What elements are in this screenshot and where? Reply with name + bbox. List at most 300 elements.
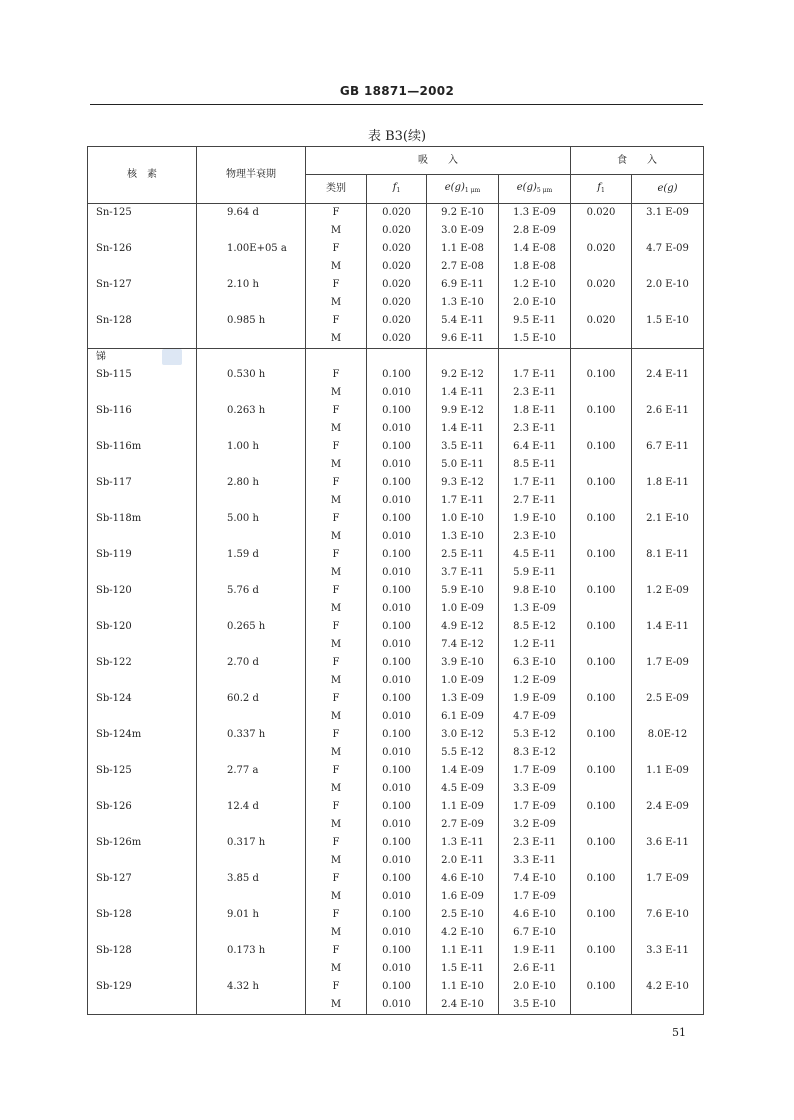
- e-1um-cell: 2.5 E-10: [427, 906, 499, 924]
- inh-f1-cell: 0.010: [367, 636, 427, 654]
- inh-f1-cell: 0.010: [367, 960, 427, 978]
- class-cell: F: [306, 942, 367, 960]
- ing-f1-cell: 0.100: [571, 654, 632, 672]
- ing-e-cell: [632, 564, 704, 582]
- class-cell: M: [306, 528, 367, 546]
- class-cell: M: [306, 924, 367, 942]
- inh-f1-cell: 0.010: [367, 564, 427, 582]
- ing-e-cell: 8.0E-12: [632, 726, 704, 744]
- ing-f1-cell: 0.100: [571, 546, 632, 564]
- header-half-life: 物理半衰期: [197, 147, 306, 204]
- ing-f1-cell: [571, 330, 632, 349]
- e-1um-cell: 2.4 E-10: [427, 996, 499, 1015]
- e-1um-cell: 5.4 E-11: [427, 312, 499, 330]
- e-5um-cell: 4.5 E-11: [499, 546, 571, 564]
- class-cell: M: [306, 780, 367, 798]
- ing-e-cell: 1.4 E-11: [632, 618, 704, 636]
- e-1um-cell: 9.9 E-12: [427, 402, 499, 420]
- ing-e-cell: [632, 960, 704, 978]
- nuclide-cell: Sb-127: [88, 870, 197, 888]
- ing-e-cell: [632, 780, 704, 798]
- inh-f1-cell: 0.100: [367, 618, 427, 636]
- nuclide-cell: [88, 294, 197, 312]
- class-cell: F: [306, 276, 367, 294]
- e-1um-cell: 3.9 E-10: [427, 654, 499, 672]
- e-5um-cell: 1.3 E-09: [499, 600, 571, 618]
- e-1um-cell: 9.6 E-11: [427, 330, 499, 349]
- e-1um-cell: 1.3 E-10: [427, 294, 499, 312]
- e-1um-cell: 9.2 E-10: [427, 204, 499, 223]
- e-5um-cell: 2.3 E-11: [499, 834, 571, 852]
- half-life-cell: [197, 996, 306, 1015]
- e-5um-cell: 8.5 E-12: [499, 618, 571, 636]
- ing-e-cell: [632, 996, 704, 1015]
- half-life-cell: 2.70 d: [197, 654, 306, 672]
- ing-e-cell: [632, 888, 704, 906]
- nuclide-cell: [88, 708, 197, 726]
- inh-f1-cell: 0.010: [367, 780, 427, 798]
- table-row: [88, 978, 704, 996]
- table-row: [88, 996, 704, 1015]
- ing-f1-cell: [571, 708, 632, 726]
- e-5um-cell: 5.9 E-11: [499, 564, 571, 582]
- table-row: [88, 204, 704, 223]
- e-1um-cell: 4.9 E-12: [427, 618, 499, 636]
- e-5um-cell: 1.2 E-09: [499, 672, 571, 690]
- inh-f1-cell: 0.010: [367, 816, 427, 834]
- e-5um-cell: 1.9 E-09: [499, 690, 571, 708]
- ing-e-cell: [632, 672, 704, 690]
- ing-e-cell: 7.6 E-10: [632, 906, 704, 924]
- e-5um-cell: 6.7 E-10: [499, 924, 571, 942]
- table-header: [88, 147, 704, 204]
- inh-f1-cell: 0.100: [367, 582, 427, 600]
- half-life-cell: 60.2 d: [197, 690, 306, 708]
- half-life-cell: 1.00 h: [197, 438, 306, 456]
- e-5um-cell: 1.9 E-11: [499, 942, 571, 960]
- nuclide-cell: [88, 420, 197, 438]
- nuclide-cell: [88, 960, 197, 978]
- half-life-cell: [197, 330, 306, 349]
- inh-f1-cell: 0.010: [367, 600, 427, 618]
- header-inh-f1: [367, 175, 427, 204]
- ing-f1-cell: 0.100: [571, 690, 632, 708]
- empty-cell: [571, 349, 632, 366]
- inh-f1-cell: 0.010: [367, 852, 427, 870]
- e-5um-cell: 9.5 E-11: [499, 312, 571, 330]
- nuclide-cell: Sn-128: [88, 312, 197, 330]
- table-row: [88, 258, 704, 276]
- e-1um-cell: 1.6 E-09: [427, 888, 499, 906]
- e-5um-cell: 8.5 E-11: [499, 456, 571, 474]
- class-cell: M: [306, 564, 367, 582]
- table-row: [88, 906, 704, 924]
- e-1um-cell: 1.0 E-09: [427, 600, 499, 618]
- e-1um-cell: 4.6 E-10: [427, 870, 499, 888]
- class-cell: F: [306, 654, 367, 672]
- class-cell: F: [306, 690, 367, 708]
- ing-f1-cell: 0.100: [571, 942, 632, 960]
- half-life-cell: [197, 672, 306, 690]
- ing-e-cell: 1.8 E-11: [632, 474, 704, 492]
- class-cell: M: [306, 258, 367, 276]
- inh-f1-cell: 0.020: [367, 222, 427, 240]
- ing-f1-cell: 0.100: [571, 366, 632, 384]
- nuclide-cell: Sb-117: [88, 474, 197, 492]
- e-1um-cell: 1.3 E-10: [427, 528, 499, 546]
- ing-e-cell: [632, 222, 704, 240]
- table-row: [88, 672, 704, 690]
- inh-f1-cell: 0.100: [367, 654, 427, 672]
- nuclide-cell: Sb-120: [88, 582, 197, 600]
- nuclide-cell: [88, 996, 197, 1015]
- class-cell: F: [306, 906, 367, 924]
- table-row: [88, 888, 704, 906]
- e-1um-cell: 4.5 E-09: [427, 780, 499, 798]
- class-cell: M: [306, 636, 367, 654]
- e-1um-cell: 1.0 E-09: [427, 672, 499, 690]
- half-life-cell: 1.59 d: [197, 546, 306, 564]
- table-row: [88, 420, 704, 438]
- nuclide-cell: [88, 258, 197, 276]
- nuclide-cell: Sb-115: [88, 366, 197, 384]
- table-row: [88, 744, 704, 762]
- ing-f1-cell: 0.100: [571, 762, 632, 780]
- half-life-cell: 9.01 h: [197, 906, 306, 924]
- e-1um-cell: 1.1 E-09: [427, 798, 499, 816]
- half-life-cell: 0.337 h: [197, 726, 306, 744]
- inh-f1-cell: 0.100: [367, 726, 427, 744]
- table-row: [88, 474, 704, 492]
- ing-e-cell: [632, 456, 704, 474]
- half-life-cell: [197, 384, 306, 402]
- e-5um-cell: 1.7 E-09: [499, 798, 571, 816]
- half-life-cell: 0.317 h: [197, 834, 306, 852]
- ing-f1-cell: [571, 816, 632, 834]
- table-row: [88, 240, 704, 258]
- e-5um-cell: 1.7 E-09: [499, 762, 571, 780]
- ing-f1-cell: [571, 600, 632, 618]
- nuclide-cell: [88, 564, 197, 582]
- table-row: [88, 384, 704, 402]
- e-1um-cell: 6.9 E-11: [427, 276, 499, 294]
- half-life-cell: 2.77 a: [197, 762, 306, 780]
- nuclide-cell: [88, 636, 197, 654]
- e-1um-cell: 9.2 E-12: [427, 366, 499, 384]
- table-row: [88, 564, 704, 582]
- table-row: [88, 960, 704, 978]
- half-life-cell: [197, 420, 306, 438]
- half-life-cell: 0.530 h: [197, 366, 306, 384]
- ing-f1-cell: 0.100: [571, 582, 632, 600]
- inh-f1-cell: 0.010: [367, 384, 427, 402]
- nuclide-cell: Sb-119: [88, 546, 197, 564]
- e-5um-cell: 1.2 E-10: [499, 276, 571, 294]
- e-1um-cell: 6.1 E-09: [427, 708, 499, 726]
- ing-f1-cell: [571, 564, 632, 582]
- nuclide-cell: Sb-124: [88, 690, 197, 708]
- class-cell: M: [306, 816, 367, 834]
- inh-f1-cell: 0.100: [367, 402, 427, 420]
- half-life-cell: 5.00 h: [197, 510, 306, 528]
- class-cell: F: [306, 870, 367, 888]
- class-cell: M: [306, 492, 367, 510]
- ing-f1-cell: [571, 852, 632, 870]
- table-caption: 表 B3(续): [367, 129, 427, 144]
- ing-f1-cell: [571, 420, 632, 438]
- nuclide-cell: [88, 816, 197, 834]
- half-life-cell: [197, 888, 306, 906]
- header-inhalation: 吸 入: [306, 147, 571, 175]
- table-row: [88, 402, 704, 420]
- nuclide-cell: Sb-116m: [88, 438, 197, 456]
- table-row: [88, 942, 704, 960]
- table-row: [88, 366, 704, 384]
- header-ing-e: [632, 175, 704, 204]
- ing-e-cell: [632, 294, 704, 312]
- e-1um-cell: 1.4 E-11: [427, 384, 499, 402]
- class-cell: M: [306, 384, 367, 402]
- class-cell: M: [306, 744, 367, 762]
- watermark-logo: [162, 349, 182, 365]
- ing-f1-cell: [571, 636, 632, 654]
- ing-f1-cell: 0.100: [571, 870, 632, 888]
- inh-f1-cell: 0.010: [367, 492, 427, 510]
- header-ingestion: 食 入: [571, 147, 704, 175]
- half-life-cell: 0.263 h: [197, 402, 306, 420]
- class-cell: F: [306, 204, 367, 223]
- e-1um-cell: 2.0 E-11: [427, 852, 499, 870]
- e-1um-cell: 1.1 E-10: [427, 978, 499, 996]
- table-row: [88, 618, 704, 636]
- ing-f1-cell: [571, 924, 632, 942]
- dose-coefficient-table: [87, 146, 704, 1015]
- ing-f1-cell: [571, 744, 632, 762]
- inh-f1-cell: 0.100: [367, 510, 427, 528]
- class-cell: M: [306, 672, 367, 690]
- inh-f1-cell: 0.100: [367, 546, 427, 564]
- inh-f1-cell: 0.010: [367, 420, 427, 438]
- half-life-cell: 2.80 h: [197, 474, 306, 492]
- table-row: [88, 762, 704, 780]
- half-life-cell: 4.32 h: [197, 978, 306, 996]
- ing-f1-cell: [571, 780, 632, 798]
- ing-e-cell: 1.7 E-09: [632, 870, 704, 888]
- ing-f1-cell: 0.100: [571, 402, 632, 420]
- ing-e-cell: [632, 852, 704, 870]
- class-cell: F: [306, 726, 367, 744]
- e-5um-cell: 3.2 E-09: [499, 816, 571, 834]
- table-row: [88, 852, 704, 870]
- class-cell: F: [306, 402, 367, 420]
- header-ing-f1: [571, 175, 632, 204]
- e-1um-cell: 3.0 E-12: [427, 726, 499, 744]
- e-5um-cell: 4.7 E-09: [499, 708, 571, 726]
- half-life-cell: [197, 960, 306, 978]
- half-life-cell: [197, 924, 306, 942]
- half-life-cell: 1.00E+05 a: [197, 240, 306, 258]
- table-row: [88, 222, 704, 240]
- ing-e-cell: 6.7 E-11: [632, 438, 704, 456]
- e-1um-cell: 9.3 E-12: [427, 474, 499, 492]
- ing-e-cell: 2.5 E-09: [632, 690, 704, 708]
- nuclide-cell: [88, 384, 197, 402]
- nuclide-cell: Sn-127: [88, 276, 197, 294]
- inh-f1-cell: 0.100: [367, 438, 427, 456]
- e-1um-cell: 2.5 E-11: [427, 546, 499, 564]
- class-cell: F: [306, 762, 367, 780]
- half-life-cell: [197, 600, 306, 618]
- e-5um-cell: 2.7 E-11: [499, 492, 571, 510]
- e-1um-cell: 3.7 E-11: [427, 564, 499, 582]
- e-5um-cell: 2.6 E-11: [499, 960, 571, 978]
- header-e-1um-subscript: 1 μm: [464, 186, 481, 194]
- ing-e-cell: [632, 492, 704, 510]
- inh-f1-cell: 0.020: [367, 240, 427, 258]
- e-1um-cell: 1.3 E-11: [427, 834, 499, 852]
- ing-f1-cell: [571, 258, 632, 276]
- e-1um-cell: 1.1 E-11: [427, 942, 499, 960]
- e-5um-cell: 3.3 E-09: [499, 780, 571, 798]
- inh-f1-cell: 0.010: [367, 672, 427, 690]
- class-cell: F: [306, 474, 367, 492]
- header-ing-e-symbol: e(g): [657, 183, 678, 194]
- half-life-cell: [197, 780, 306, 798]
- table-row: [88, 546, 704, 564]
- e-5um-cell: 8.3 E-12: [499, 744, 571, 762]
- header-ing-f1-symbol: f: [597, 181, 601, 193]
- e-1um-cell: 2.7 E-09: [427, 816, 499, 834]
- e-5um-cell: 2.3 E-11: [499, 420, 571, 438]
- class-cell: M: [306, 330, 367, 349]
- table-row: [88, 582, 704, 600]
- e-1um-cell: 1.0 E-10: [427, 510, 499, 528]
- ing-e-cell: 2.6 E-11: [632, 402, 704, 420]
- ing-e-cell: 2.4 E-11: [632, 366, 704, 384]
- ing-e-cell: 3.3 E-11: [632, 942, 704, 960]
- e-1um-cell: 7.4 E-12: [427, 636, 499, 654]
- nuclide-cell: Sb-128: [88, 942, 197, 960]
- e-5um-cell: 9.8 E-10: [499, 582, 571, 600]
- table-row: [88, 276, 704, 294]
- e-1um-cell: 4.2 E-10: [427, 924, 499, 942]
- half-life-cell: [197, 258, 306, 276]
- inh-f1-cell: 0.100: [367, 978, 427, 996]
- ing-e-cell: 2.4 E-09: [632, 798, 704, 816]
- half-life-cell: [197, 456, 306, 474]
- half-life-cell: 2.10 h: [197, 276, 306, 294]
- e-1um-cell: 3.5 E-11: [427, 438, 499, 456]
- table-row: [88, 600, 704, 618]
- ing-e-cell: [632, 708, 704, 726]
- element-label-row: [88, 349, 704, 366]
- header-inh-f1-subscript: 1: [396, 186, 401, 194]
- header-e-1um: [427, 175, 499, 204]
- ing-e-cell: 2.1 E-10: [632, 510, 704, 528]
- nuclide-cell: [88, 672, 197, 690]
- header-rule: [90, 104, 703, 105]
- e-5um-cell: 1.3 E-09: [499, 204, 571, 223]
- header-e-5um-subscript: 5 μm: [536, 186, 553, 194]
- class-cell: F: [306, 546, 367, 564]
- inh-f1-cell: 0.020: [367, 294, 427, 312]
- empty-cell: [499, 349, 571, 366]
- nuclide-cell: [88, 780, 197, 798]
- header-e-1um-symbol: e(g): [444, 181, 465, 193]
- ing-e-cell: 1.1 E-09: [632, 762, 704, 780]
- e-5um-cell: 1.8 E-11: [499, 402, 571, 420]
- ing-f1-cell: 0.020: [571, 312, 632, 330]
- table-row: [88, 726, 704, 744]
- inh-f1-cell: 0.100: [367, 474, 427, 492]
- e-1um-cell: 5.5 E-12: [427, 744, 499, 762]
- ing-e-cell: 1.7 E-09: [632, 654, 704, 672]
- ing-f1-cell: [571, 888, 632, 906]
- table-row: [88, 924, 704, 942]
- nuclide-cell: [88, 888, 197, 906]
- nuclide-cell: Sb-125: [88, 762, 197, 780]
- e-5um-cell: 6.3 E-10: [499, 654, 571, 672]
- class-cell: F: [306, 312, 367, 330]
- class-cell: M: [306, 600, 367, 618]
- ing-f1-cell: 0.100: [571, 978, 632, 996]
- nuclide-cell: [88, 744, 197, 762]
- nuclide-cell: Sn-126: [88, 240, 197, 258]
- class-cell: M: [306, 294, 367, 312]
- nuclide-cell: Sb-120: [88, 618, 197, 636]
- ing-e-cell: 1.5 E-10: [632, 312, 704, 330]
- header-e-5um-symbol: e(g): [516, 181, 537, 193]
- half-life-cell: 12.4 d: [197, 798, 306, 816]
- ing-f1-cell: 0.100: [571, 726, 632, 744]
- ing-e-cell: [632, 258, 704, 276]
- ing-f1-cell: [571, 528, 632, 546]
- class-cell: F: [306, 978, 367, 996]
- inh-f1-cell: 0.100: [367, 834, 427, 852]
- header-ing-f1-subscript: 1: [600, 186, 605, 194]
- e-1um-cell: 1.7 E-11: [427, 492, 499, 510]
- class-cell: F: [306, 366, 367, 384]
- ing-e-cell: 2.0 E-10: [632, 276, 704, 294]
- e-5um-cell: 2.3 E-11: [499, 384, 571, 402]
- ing-e-cell: 1.2 E-09: [632, 582, 704, 600]
- inh-f1-cell: 0.020: [367, 276, 427, 294]
- e-5um-cell: 1.5 E-10: [499, 330, 571, 349]
- e-5um-cell: 7.4 E-10: [499, 870, 571, 888]
- ing-f1-cell: [571, 456, 632, 474]
- nuclide-cell: [88, 528, 197, 546]
- class-cell: F: [306, 834, 367, 852]
- half-life-cell: [197, 294, 306, 312]
- half-life-cell: 3.85 d: [197, 870, 306, 888]
- table-row: [88, 636, 704, 654]
- page-number: 51: [672, 1026, 686, 1039]
- nuclide-cell: Sb-129: [88, 978, 197, 996]
- ing-f1-cell: [571, 222, 632, 240]
- e-5um-cell: 2.0 E-10: [499, 978, 571, 996]
- e-5um-cell: 3.5 E-10: [499, 996, 571, 1015]
- ing-e-cell: [632, 528, 704, 546]
- table-row: [88, 870, 704, 888]
- e-5um-cell: 3.3 E-11: [499, 852, 571, 870]
- ing-e-cell: 4.7 E-09: [632, 240, 704, 258]
- element-label: 锑: [96, 351, 106, 363]
- class-cell: M: [306, 852, 367, 870]
- inh-f1-cell: 0.010: [367, 708, 427, 726]
- ing-f1-cell: [571, 960, 632, 978]
- inh-f1-cell: 0.100: [367, 762, 427, 780]
- table-row: [88, 294, 704, 312]
